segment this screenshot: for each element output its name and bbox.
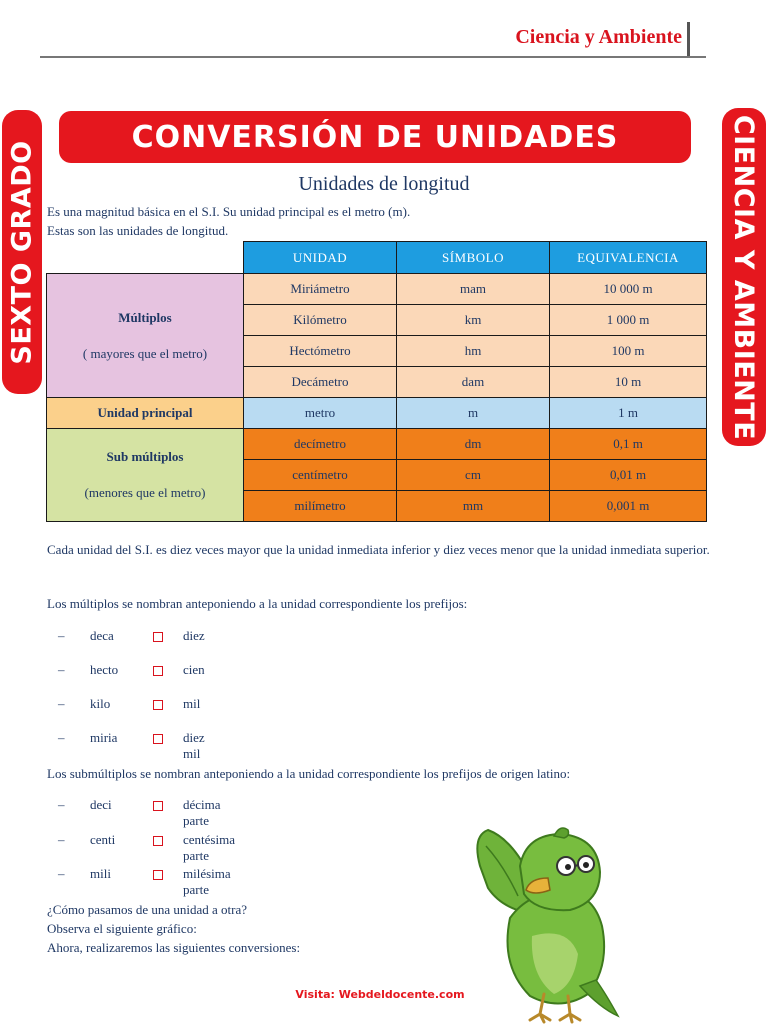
subject-side-text: CIENCIA Y AMBIENTE <box>728 114 760 440</box>
table-cell: dm <box>397 429 550 460</box>
list-dash: – <box>58 662 65 677</box>
title-banner <box>59 111 691 163</box>
checkbox-bullet-icon <box>153 836 163 846</box>
banner-title: CONVERSIÓN DE UNIDADES <box>131 119 619 155</box>
list-dash: – <box>58 730 65 745</box>
table-cell: decímetro <box>244 429 397 460</box>
table-cell: km <box>397 305 550 336</box>
list-dash: – <box>58 696 65 711</box>
table-cell: cm <box>397 460 550 491</box>
closing-line-1: ¿Cómo pasamos de una unidad a otra? <box>47 902 247 917</box>
submultiples-group-cell <box>47 429 244 522</box>
header-rule <box>40 56 706 58</box>
prefix-name: mili <box>90 866 111 881</box>
multiples-intro: Los múltiplos se nombran anteponiendo a la unidad correspondiente los prefijos: <box>47 596 468 611</box>
checkbox-bullet-icon <box>153 734 163 744</box>
footer-visit-link[interactable]: Visita: Webdeldocente.com <box>295 988 465 1001</box>
prefix-meaning: centésima parte <box>183 832 235 863</box>
table-header-row <box>47 242 707 274</box>
intro-line-2: Estas son las unidades de longitud. <box>47 223 229 238</box>
table-cell: 1 000 m <box>550 305 707 336</box>
list-dash: – <box>58 628 65 643</box>
units-table <box>46 241 707 522</box>
table-cell: 1 m <box>550 398 707 429</box>
list-dash: – <box>58 832 65 847</box>
prefix-name: miria <box>90 730 118 745</box>
table-cell: Miriámetro <box>244 274 397 305</box>
header-divider <box>687 22 690 56</box>
intro-line-1: Es una magnitud básica en el S.I. Su unidad principal es el metro (m). <box>47 204 411 219</box>
prefix-meaning: diez mil <box>183 730 205 761</box>
checkbox-bullet-icon <box>153 801 163 811</box>
prefix-name: kilo <box>90 696 111 711</box>
table-header-blank <box>47 242 244 274</box>
prefix-meaning: diez <box>183 628 205 643</box>
table-cell: milímetro <box>244 491 397 522</box>
grade-side-text: SEXTO GRADO <box>6 139 38 365</box>
table-header-cell: SÍMBOLO <box>397 242 550 274</box>
table-row <box>47 274 707 305</box>
table-cell: hm <box>397 336 550 367</box>
table-cell: Decámetro <box>244 367 397 398</box>
prefix-meaning: cien <box>183 662 205 677</box>
table-cell: 100 m <box>550 336 707 367</box>
rule-paragraph: Cada unidad del S.I. es diez veces mayor que la unidad inmediata inferior y diez veces menor que la unidad inmediata superior. <box>47 542 710 557</box>
table-row <box>47 398 707 429</box>
checkbox-bullet-icon <box>153 666 163 676</box>
prefix-name: hecto <box>90 662 119 677</box>
submultiples-title: Sub múltiplos <box>106 449 184 464</box>
table-row <box>47 429 707 460</box>
table-cell: 10 000 m <box>550 274 707 305</box>
table-cell: 0,01 m <box>550 460 707 491</box>
table-cell: Hectómetro <box>244 336 397 367</box>
list-dash: – <box>58 866 65 881</box>
table-cell: m <box>397 398 550 429</box>
table-cell: mm <box>397 491 550 522</box>
table-header-cell: UNIDAD <box>244 242 397 274</box>
prefix-name: centi <box>90 832 116 847</box>
closing-line-2: Observa el siguiente gráfico: <box>47 921 197 936</box>
section-subtitle: Unidades de longitud <box>298 173 470 195</box>
table-cell: mam <box>397 274 550 305</box>
multiples-desc: ( mayores que el metro) <box>82 345 208 361</box>
submultiples-intro: Los submúltiplos se nombran anteponiendo a la unidad correspondiente los prefijos de origen latino: <box>47 766 571 781</box>
prefix-meaning: milésima parte <box>183 866 231 897</box>
table-header-cell: EQUIVALENCIA <box>550 242 707 274</box>
prefix-meaning: mil <box>183 696 201 711</box>
subject-side-label <box>722 108 766 446</box>
page-header-title: Ciencia y Ambiente <box>515 26 682 48</box>
checkbox-bullet-icon <box>153 632 163 642</box>
table-cell: 0,1 m <box>550 429 707 460</box>
table-cell: metro <box>244 398 397 429</box>
multiples-title: Múltiplos <box>118 309 172 325</box>
principal-group-cell: Unidad principal <box>47 398 244 429</box>
list-dash: – <box>58 797 65 812</box>
prefix-name: deci <box>90 797 112 812</box>
prefix-name: deca <box>90 628 114 643</box>
multiples-group-cell <box>47 274 244 398</box>
table-cell: Kilómetro <box>244 305 397 336</box>
closing-line-3: Ahora, realizaremos las siguientes conversiones: <box>47 940 301 955</box>
submultiples-desc: (menores que el metro) <box>84 485 206 500</box>
checkbox-bullet-icon <box>153 870 163 880</box>
checkbox-bullet-icon <box>153 700 163 710</box>
table-cell: dam <box>397 367 550 398</box>
table-cell: 10 m <box>550 367 707 398</box>
prefix-meaning: décima parte <box>183 797 221 828</box>
grade-side-label <box>2 110 42 394</box>
table-cell: 0,001 m <box>550 491 707 522</box>
table-cell: centímetro <box>244 460 397 491</box>
